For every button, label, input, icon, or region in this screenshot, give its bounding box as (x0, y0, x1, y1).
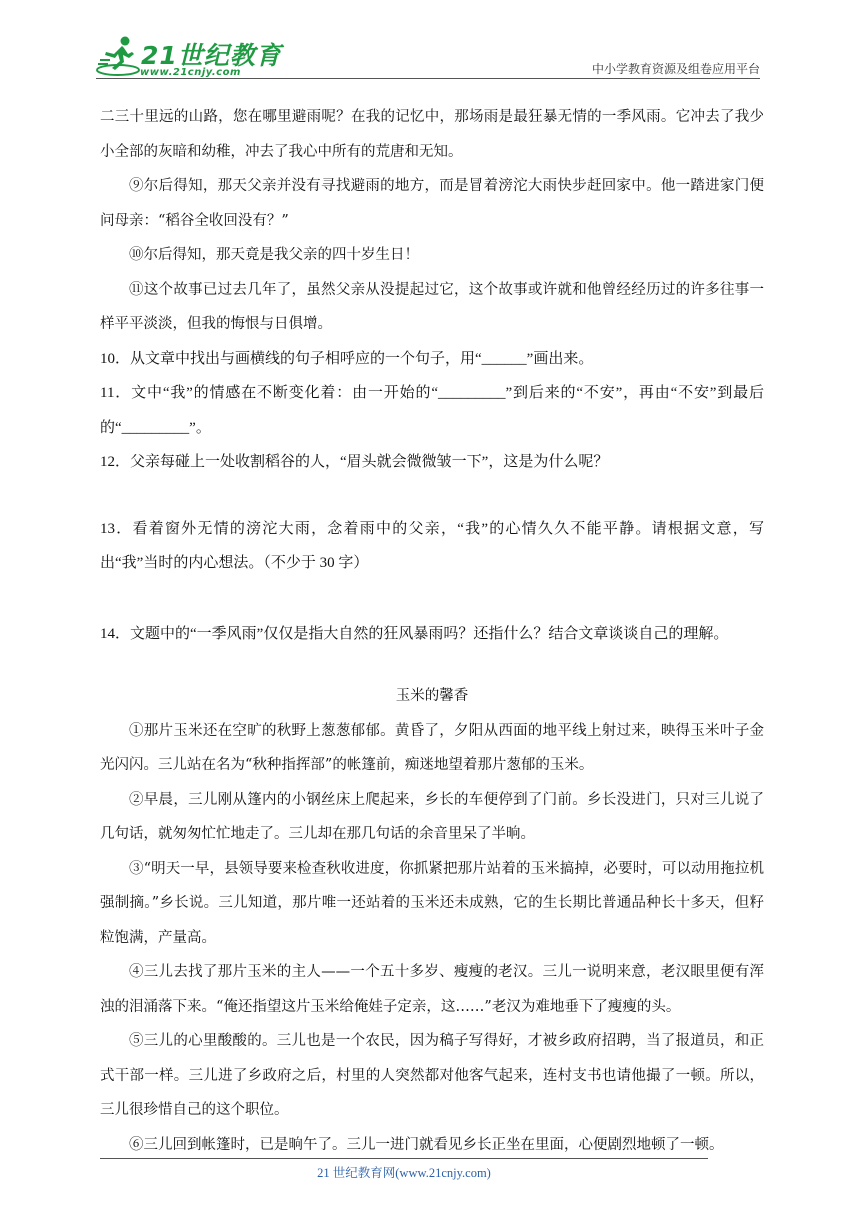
page-header (96, 34, 760, 80)
paragraph-8-continued: 二三十里远的山路，您在哪里避雨呢？在我的记忆中，那场雨是最狂暴无情的一季风雨。它冲去了我少小全部的灰暗和幼稚，冲去了我心中所有的荒唐和无知。 (100, 109, 764, 160)
question-12: 12．父亲每碰上一处收割稻谷的人，“眉头就会微微皱一下”，这是为什么呢？ (100, 454, 609, 470)
footer-link[interactable]: 21 世纪教育网(www.21cnjy.com) (317, 1166, 491, 1180)
article-title: 玉米的馨香 (395, 688, 469, 704)
question-10: 10．从文章中找出与画横线的句子相呼应的一个句子，用“______”画出来。 (100, 350, 594, 367)
logo-text: 21世纪教育 (141, 41, 282, 70)
answer-space-13 (100, 581, 764, 617)
answer-space-12 (100, 480, 764, 512)
article-paragraph-4: ④三儿去找了那片玉米的主人——一个五十多岁、瘦瘦的老汉。三儿一说明来意，老汉眼里便有浑浊的泪涌落下来。“俺还指望这片玉米给俺娃子定亲，这……”老汉为难地垂下了瘦瘦的头。 (100, 964, 764, 1015)
platform-name: 中小学教育资源及组卷应用平台 (591, 62, 760, 76)
article-paragraph-5: ⑤三儿的心里酸酸的。三儿也是一个农民，因为稿子写得好，才被乡政府招聘，当了报道员，和正式干部一样。三儿进了乡政府之后，村里的人突然都对他客气起来，连村支书也请他撮了一顿。所以，三儿很珍惜自己的这个职位。 (100, 1033, 764, 1118)
article-paragraph-1: ①那片玉米还在空旷的秋野上葱葱郁郁。黄昏了，夕阳从西面的地平线上射过来，映得玉米叶子金光闪闪。三儿站在名为“秋种指挥部”的帐篷前，痴迷地望着那片葱郁的玉米。 (100, 722, 764, 773)
footer-divider (100, 1158, 708, 1159)
document-body (100, 100, 764, 1162)
article-paragraph-2: ②早晨，三儿刚从篷内的小钢丝床上爬起来，乡长的车便停到了门前。乡长没进门，只对三儿说了几句话，就匆匆忙忙地走了。三儿却在那几句话的余音里呆了半晌。 (100, 791, 764, 842)
site-logo (96, 34, 282, 80)
logo-url: www.21cnjy.com (140, 67, 241, 78)
paragraph-11: ⑪这个故事已过去几年了，虽然父亲从没提起过它，这个故事或许就和他曾经经历过的许多往事一样平平淡淡，但我的悔恨与日俱增。 (100, 281, 764, 332)
question-14: 14．文题中的“一季风雨”仅仅是指大自然的狂风暴雨吗？还指什么？结合文章谈谈自己的理解。 (100, 625, 729, 642)
article-paragraph-3: ③“明天一早，县领导要来检查秋收进度，你抓紧把那片站着的玉米搞掉，必要时，可以动用拖拉机强制摘。”乡长说。三儿知道，那片唯一还站着的玉米还未成熟，它的生长期比普通品种长十多天，但籽粒饱满，产量高。 (100, 860, 764, 946)
runner-logo-icon (96, 34, 142, 78)
question-11: 11．文中“我”的情感在不断变化着：由一开始的“_________”到后来的“不安”，再由“不安”到最后的“_________”。 (100, 385, 764, 436)
paragraph-10: ⑩尔后得知，那天竟是我父亲的四十岁生日！ (129, 247, 419, 263)
question-13: 13．看着窗外无情的滂沱大雨，念着雨中的父亲，“我”的心情久久不能平静。请根据文意，写出“我”当时的内心想法。（不少于 30 字） (100, 520, 764, 571)
paragraph-9: ⑨尔后得知，那天父亲并没有寻找避雨的地方，而是冒着滂沱大雨快步赶回家中。他一踏进家门便问母亲：“稻谷全收回没有？” (100, 178, 764, 229)
article-paragraph-6: ⑥三儿回到帐篷时，已是晌午了。三儿一进门就看见乡长正坐在里面，心便剧烈地顿了一顿。 (129, 1136, 724, 1153)
answer-space-14 (100, 651, 764, 679)
header-divider (96, 78, 760, 79)
